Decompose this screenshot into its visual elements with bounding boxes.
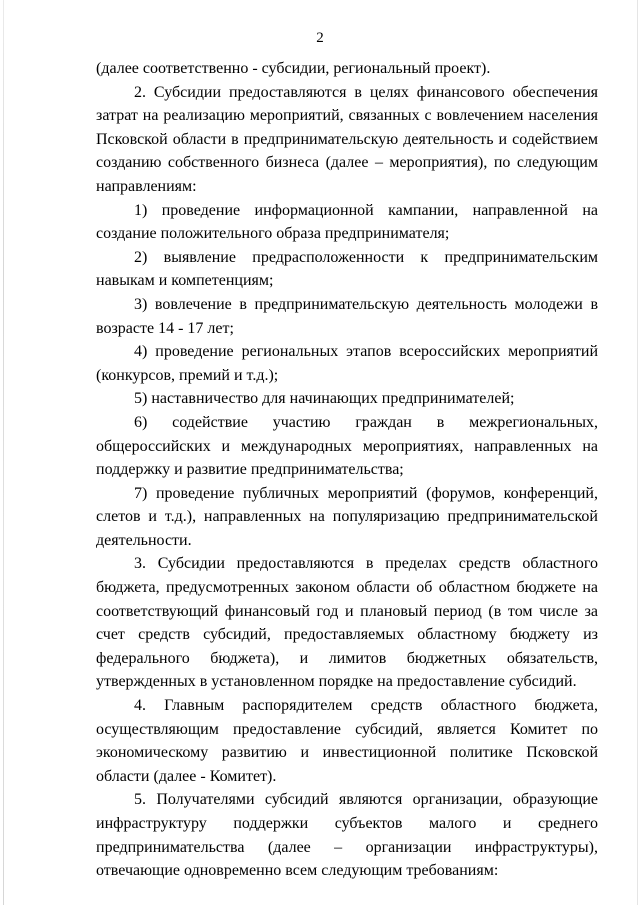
page-number: 2 (316, 30, 324, 46)
list-item-2: 2) выявление предрасположенности к предпринимательским навыкам и компетенциям; (96, 248, 598, 290)
paragraph-item-3: 3. Субсидии предоставляются в пределах средств областного бюджета, предусмотренных законом области об областном бюджете на соответствующий финансовый год и плановый период (в том числе за счет средств субсидий, предоставляемых областному бюджету из федерального бюджета), и лимитов бюджетных обязательств, утвержденных в установленном порядке на предоставление субсидий. (96, 555, 598, 691)
paragraph-item-4: 4. Главным распорядителем средств областного бюджета, осуществляющим предоставление субсидий, является Комитет по экономическому развитию и инвестиционной политике Псковской области (далее - Комитет). (96, 697, 598, 785)
paragraph-continuation: (далее соответственно - субсидии, региональный проект). (96, 60, 491, 77)
paragraph-item-2: 2. Субсидии предоставляются в целях финансового обеспечения затрат на реализацию мероприятий, связанных с вовлечением населения Псковской области в предпринимательскую деятельность и содействием созданию собственного бизнеса (далее – мероприятия), по следующим направлениям: (96, 83, 598, 195)
scan-edge-left (3, 0, 4, 905)
list-item-6: 6) содействие участию граждан в межрегиональных, общероссийских и международных мероприятиях, направленных на поддержку и развитие предпринимательства; (96, 413, 598, 479)
list-item-4: 4) проведение региональных этапов всероссийских мероприятий (конкурсов, премий и т.д.); (96, 343, 598, 384)
list-item-1: 1) проведение информационной кампании, направленной на создание положительного образа предпринимателя; (96, 201, 598, 243)
paragraph-item-5: 5. Получателями субсидий являются организации, образующие инфраструктуру поддержки субъектов малого и среднего предпринимательства (далее – организации инфраструктуры), отвечающие одновременно всем следующим требованиям: (96, 791, 598, 880)
document-body (96, 57, 598, 883)
list-item-5: 5) наставничество для начинающих предпринимателей; (134, 390, 515, 408)
list-item-3: 3) вовлечение в предпринимательскую деятельность молодежи в возрасте 14 - 17 лет; (96, 295, 598, 337)
scan-edge-right (637, 0, 638, 905)
list-item-7: 7) проведение публичных мероприятий (форумов, конференций, слетов и т.д.), направленных на популяризацию предпринимательской деятельности. (96, 484, 598, 549)
